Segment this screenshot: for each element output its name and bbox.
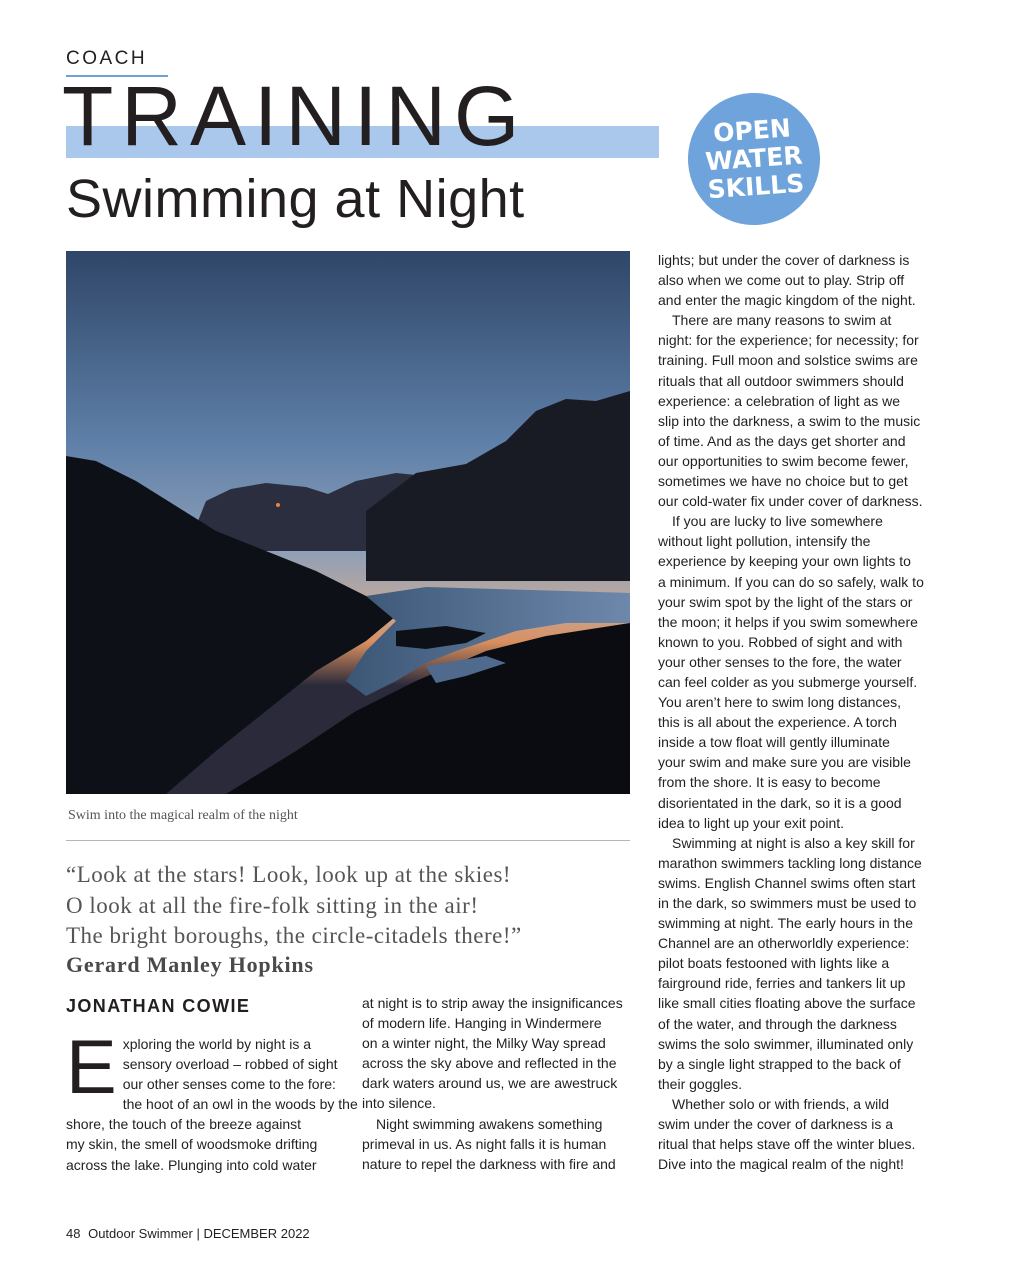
body-line: at night is to strip away the insignificances bbox=[362, 995, 623, 1011]
body-line: across the sky above and reflected in the bbox=[362, 1055, 617, 1072]
body-line: You aren’t here to swim long distances, bbox=[658, 694, 902, 711]
body-line: Dive into the magical realm of the night! bbox=[658, 1156, 904, 1173]
night-lake-photo bbox=[66, 251, 630, 794]
body-line: by a single light strapped to the back of bbox=[658, 1055, 901, 1072]
body-line: their goggles. bbox=[658, 1075, 743, 1092]
section-label: COACH bbox=[66, 48, 148, 69]
page-number: 48 bbox=[66, 1226, 81, 1241]
body-line: disorientated in the dark, so it is a good bbox=[658, 794, 902, 811]
article-column-2 bbox=[362, 993, 646, 1174]
body-line: swim under the cover of darkness is a bbox=[658, 1116, 893, 1133]
photo-caption: Swim into the magical realm of the night bbox=[68, 808, 298, 823]
body-line: swims the solo swimmer, illuminated only bbox=[658, 1035, 914, 1052]
topic-badge bbox=[684, 89, 825, 230]
body-line: known to you. Robbed of sight and with bbox=[658, 633, 903, 650]
body-line: ritual that helps stave off the winter blues. bbox=[658, 1136, 916, 1153]
caption-divider bbox=[66, 840, 630, 841]
body-line: sometimes we have no choice but to get bbox=[658, 473, 908, 490]
body-line: slip into the darkness, a swim to the music bbox=[658, 412, 921, 429]
drop-cap: E bbox=[66, 1025, 117, 1110]
page-title: TRAINING bbox=[62, 69, 528, 163]
quote-author: Gerard Manley Hopkins bbox=[66, 952, 314, 977]
article-column-3 bbox=[658, 250, 948, 1174]
body-line: rituals that all outdoor swimmers should bbox=[658, 372, 904, 389]
body-line: marathon swimmers tackling long distance bbox=[658, 854, 922, 871]
body-line: swimming at night. The early hours in the bbox=[658, 915, 913, 932]
body-line: experience by keeping your own lights to bbox=[658, 553, 911, 570]
body-line: our cold-water fix under cover of darkness. bbox=[658, 493, 923, 510]
body-line: your swim and make sure you are visible bbox=[658, 754, 911, 771]
body-line: also when we come out to play. Strip off bbox=[658, 272, 905, 289]
body-line: Swimming at night is also a key skill for bbox=[672, 834, 915, 851]
body-line: Whether solo or with friends, a wild bbox=[672, 1095, 890, 1112]
body-line: into silence. bbox=[362, 1095, 436, 1112]
body-line: There are many reasons to swim at bbox=[672, 312, 892, 329]
article-byline: JONATHAN COWIE bbox=[66, 996, 251, 1016]
body-line: your swim spot by the light of the stars or bbox=[658, 593, 913, 610]
body-line: shore, the touch of the breeze against bbox=[66, 1116, 302, 1133]
body-line: idea to light up your exit point. bbox=[658, 814, 845, 831]
badge-line-2: WATER bbox=[704, 140, 804, 177]
quote-line-3: The bright boroughs, the circle-citadels there!” bbox=[66, 923, 522, 948]
body-line: xploring the world by night is a bbox=[122, 1036, 312, 1052]
paragraph bbox=[658, 833, 948, 1094]
article-column-1 bbox=[66, 1025, 358, 1175]
body-line: like small cities floating above the surface bbox=[658, 995, 916, 1012]
body-line: in the dark, so swimmers must be used to bbox=[658, 895, 917, 911]
body-line: primeval in us. As night falls it is human bbox=[362, 1135, 607, 1152]
body-line: can feel colder as you submerge yourself. bbox=[658, 673, 918, 690]
paragraph bbox=[658, 511, 948, 833]
page-footer bbox=[66, 1226, 314, 1241]
body-line: of time. And as the days get shorter and bbox=[658, 432, 906, 449]
body-line: across the lake. Plunging into cold water bbox=[66, 1156, 317, 1173]
paragraph bbox=[362, 1114, 646, 1174]
body-line: my skin, the smell of woodsmoke drifting bbox=[66, 1136, 318, 1153]
body-line: inside a tow float will gently illuminate bbox=[658, 734, 890, 751]
body-line: without light pollution, intensify the bbox=[658, 533, 871, 550]
body-line: dark waters around us, we are awestruck bbox=[362, 1075, 618, 1092]
body-line: Channel are an otherworldly experience: bbox=[658, 935, 910, 952]
paragraph bbox=[658, 310, 948, 511]
pull-quote bbox=[66, 860, 641, 952]
body-line: our opportunities to swim become fewer, bbox=[658, 452, 909, 469]
body-line: of modern life. Hanging in Windermere bbox=[362, 1015, 602, 1032]
paragraph bbox=[362, 993, 646, 1114]
body-line: If you are lucky to live somewhere bbox=[672, 513, 883, 530]
body-line: our other senses come to the fore: bbox=[122, 1076, 336, 1093]
hero-photo bbox=[66, 251, 630, 794]
quote-line-2: O look at all the fire-folk sitting in the air! bbox=[66, 892, 479, 918]
badge-line-3: SKILLS bbox=[706, 168, 806, 205]
body-line: lights; but under the cover of darkness is bbox=[658, 252, 910, 268]
badge-line-1: OPEN bbox=[712, 113, 792, 148]
body-line: your other senses to the fore, the water bbox=[658, 653, 902, 670]
body-line: a minimum. If you can do so safely, walk to bbox=[658, 573, 924, 590]
body-line: this is all about the experience. A torch bbox=[658, 714, 897, 731]
body-line: fairground ride, ferries and tankers lit up bbox=[658, 975, 906, 992]
body-line: pilot boats festooned with lights like a bbox=[658, 955, 890, 972]
body-line: training. Full moon and solstice swims are bbox=[658, 352, 918, 369]
body-line: of the water, and through the darkness bbox=[658, 1015, 897, 1032]
body-line: on a winter night, the Milky Way spread bbox=[362, 1035, 606, 1052]
body-line: sensory overload – robbed of sight bbox=[122, 1056, 338, 1073]
body-line: the moon; it helps if you swim somewhere bbox=[658, 613, 918, 630]
paragraph bbox=[658, 250, 948, 310]
body-line: night: for the experience; for necessity; for bbox=[658, 332, 919, 349]
body-line: experience: a celebration of light as we bbox=[658, 392, 901, 409]
body-line: nature to repel the darkness with fire and bbox=[362, 1155, 616, 1172]
body-line: the hoot of an owl in the woods by the bbox=[122, 1096, 358, 1113]
body-line: and enter the magic kingdom of the night. bbox=[658, 292, 916, 309]
quote-line-1: “Look at the stars! Look, look up at the skies! bbox=[66, 862, 512, 887]
body-line: Night swimming awakens something bbox=[376, 1115, 603, 1132]
page-subtitle: Swimming at Night bbox=[66, 169, 525, 229]
body-line: from the shore. It is easy to become bbox=[658, 774, 881, 791]
body-line: swims. English Channel swims often start bbox=[658, 874, 916, 891]
paragraph bbox=[658, 1094, 948, 1174]
publication-info: Outdoor Swimmer | DECEMBER 2022 bbox=[88, 1226, 310, 1241]
